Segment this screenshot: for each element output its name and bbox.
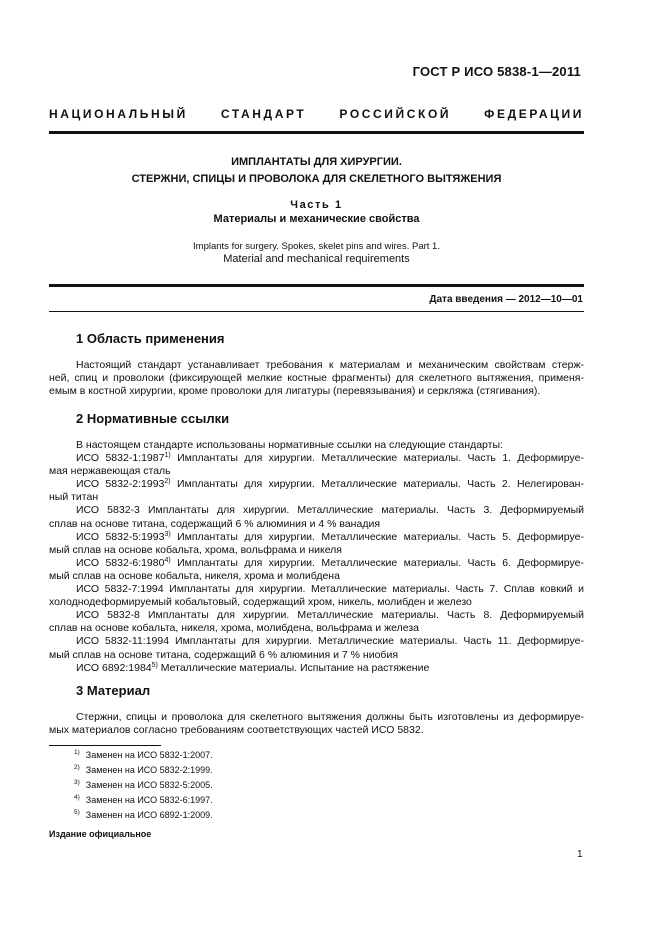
reference-continuation: мый сплав на основе кобальта, никеля, хрома и молибдена	[49, 569, 340, 582]
reference-continuation: сплав на основе кобальта, никеля, хрома, молибдена, вольфрама и железа	[49, 622, 419, 635]
reference-line: ИСО 5832-11:1994 Имплантаты для хирургии. Металлические материалы. Часть 11. Деформируе-	[76, 635, 585, 648]
edition-label: Издание официальное	[49, 829, 152, 839]
footnote: $^{2)}$ Заменен на ИСО 5832-2:1999.	[74, 764, 213, 775]
reference-continuation: ный титан	[49, 491, 99, 504]
reference-continuation: мая нержавеющая сталь	[49, 465, 171, 478]
part-subtitle: Материалы и механические свойства	[213, 213, 420, 225]
part-label: Часть 1	[290, 199, 343, 211]
reference-line: ИСО 6892:1984$^{5)}$ Металлические материалы. Испытание на растяжение	[76, 661, 430, 674]
section-1-line: Настоящий стандарт устанавливает требования к материалам и механическим свойствам стерж-	[76, 359, 584, 371]
english-title-line-2: Material and mechanical requirements	[223, 253, 410, 265]
english-title-line-1: Implants for surgery. Spokes, skelet pins and wires. Part 1.	[193, 241, 440, 252]
reference-continuation: мый сплав на основе титана, содержащий 6 % алюминия и 7 % ниобия	[49, 648, 399, 661]
section-1-line: ней, спиц и проволоки (фиксирующей мелкие костные фрагменты) для скелетного вытяжения, применя-	[49, 372, 584, 385]
footnote: $^{3)}$ Заменен на ИСО 5832-5:2005.	[74, 779, 213, 790]
footnote: $^{1)}$ Заменен на ИСО 5832-1:2007.	[74, 749, 213, 760]
section-3-body	[49, 711, 584, 737]
section-1-body	[49, 359, 584, 398]
footnote: $^{4)}$ Заменен на ИСО 5832-6:1997.	[74, 794, 213, 805]
section-3-line: мых материалов согласно требованиям соответствующих частей ИСО 5832.	[49, 724, 424, 737]
section-3-heading: 3 Материал	[76, 683, 151, 698]
reference-line: ИСО 5832-3 Имплантаты для хирургии. Металлические материалы. Часть 3. Деформируемый	[76, 504, 584, 517]
header-rule	[49, 131, 584, 134]
section-2-intro: В настоящем стандарте использованы нормативные ссылки на следующие стандарты:	[76, 439, 503, 451]
title-line-1: ИМПЛАНТАТЫ ДЛЯ ХИРУРГИИ.	[231, 156, 402, 168]
reference-line: ИСО 5832-8 Имплантаты для хирургии. Металлические материалы. Часть 8. Деформируемый	[76, 609, 584, 622]
section-3-line: Стержни, спицы и проволока для скелетного вытяжения должны быть изготовлены из деформируе-	[76, 711, 584, 723]
reference-continuation: мый сплав на основе кобальта, хрома, вольфрама и никеля	[49, 543, 342, 556]
reference-line: ИСО 5832-6:1980$^{4)}$ Имплантаты для хирургии. Металлические материалы. Часть 6. Деформируе-	[76, 556, 584, 569]
section-1-line: емым в костной хирургии, кроме проволоки для лигатуры (перевязывания) и серкляжа (стягивания).	[49, 385, 541, 398]
section-1-heading: 1 Область применения	[76, 331, 225, 346]
reference-continuation: сплав на основе титана, содержащий 6 % алюминия и 4 % ванадия	[49, 517, 381, 530]
document-id: ГОСТ Р ИСО 5838-1—2011	[412, 64, 581, 79]
date-rule	[49, 311, 584, 312]
title-line-2: СТЕРЖНИ, СПИЦЫ И ПРОВОЛОКА ДЛЯ СКЕЛЕТНОГО ВЫТЯЖЕНИЯ	[131, 173, 502, 185]
reference-line: ИСО 5832-5:1993$^{3)}$ Имплантаты для хирургии. Металлические материалы. Часть 5. Деформируе-	[76, 530, 584, 543]
footnote: $^{5)}$ Заменен на ИСО 6892-1:2009.	[74, 809, 213, 820]
section-2-heading: 2 Нормативные ссылки	[76, 411, 230, 426]
reference-continuation: холоднодеформируемый кобальтовый, содержащий хром, никель, молибден и железо	[49, 596, 472, 609]
title-rule	[49, 284, 584, 287]
footnote-separator	[49, 745, 161, 746]
reference-line: ИСО 5832-7:1994 Имплантаты для хирургии. Металлические материалы. Часть 7. Сплав ковкий и	[76, 583, 584, 596]
section-2-body	[49, 439, 584, 675]
national-standard-banner: НАЦИОНАЛЬНЫЙ СТАНДАРТ РОССИЙСКОЙ ФЕДЕРАЦИИ	[49, 107, 584, 121]
reference-line: ИСО 5832-1:1987$^{1)}$ Имплантаты для хирургии. Металлические материалы. Часть 1. Деформируе-	[76, 452, 584, 465]
introduction-date: Дата введения — 2012—10—01	[429, 294, 583, 305]
page-number: 1	[577, 849, 583, 860]
reference-line: ИСО 5832-2:1993$^{2)}$ Имплантаты для хирургии. Металлические материалы. Часть 2. Нелегирован-	[76, 478, 584, 491]
